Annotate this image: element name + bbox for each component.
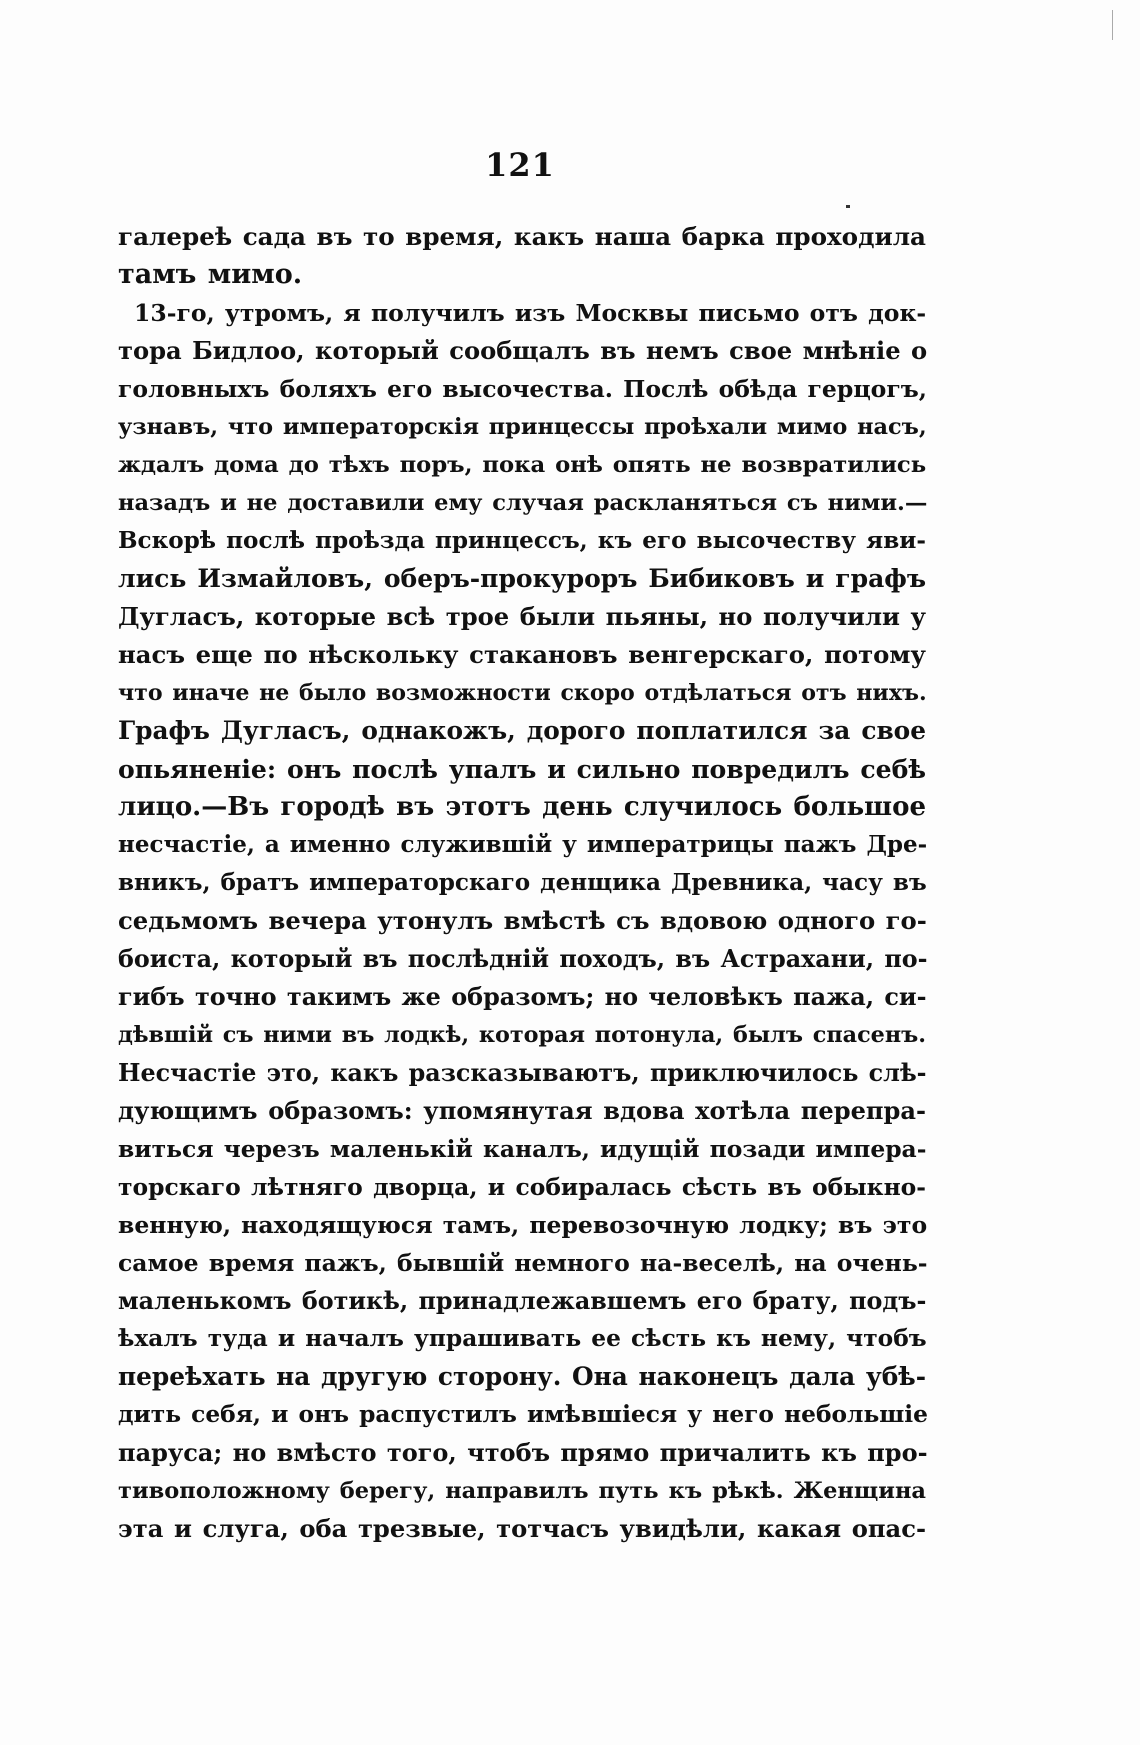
text-line: седьмомъ вечера утонулъ вмѣстѣ съ вдовою одного го-: [118, 906, 927, 935]
text-line: дующимъ образомъ: упомянутая вдова хотѣла перепра-: [118, 1096, 926, 1125]
text-line: ждалъ дома до тѣхъ поръ, пока онѣ опять не возвратились: [118, 452, 927, 478]
text-line: 13-го, утромъ, я получилъ изъ Москвы письмо отъ док-: [134, 299, 927, 327]
text-line: венную, находящуюся тамъ, перевозочную лодку; въ это: [118, 1211, 928, 1239]
text-line: дить себя, и онъ распустилъ имѣвшіеся у него небольшіе: [118, 1401, 928, 1428]
text-line: гибъ точно такимъ же образомъ; но человѣкъ пажа, си-: [118, 983, 927, 1011]
text-line: Дугласъ, которые всѣ трое были пьяны, но получили у: [118, 602, 926, 631]
text-line: узнавъ, что императорскія принцессы проѣхали мимо насъ,: [118, 414, 927, 440]
text-line: что иначе не было возможности скоро отдѣлаться отъ нихъ.: [118, 680, 927, 706]
text-line: лись Измайловъ, оберъ-прокуроръ Бибиковъ и графъ: [118, 564, 926, 593]
text-line: головныхъ боляхъ его высочества. Послѣ обѣда герцогъ,: [118, 375, 927, 403]
text-line: вникъ, братъ императорскаго денщика Древника, часу въ: [118, 869, 927, 896]
scan-edge-mark: [1112, 10, 1113, 40]
text-line: боиста, который въ послѣдній походъ, въ Астрахани, по-: [118, 945, 928, 973]
body-text: [118, 218, 926, 1548]
text-line: тора Бидлоо, который сообщалъ въ немъ свое мнѣніе о: [118, 336, 928, 365]
text-line: галереѣ сада въ то время, какъ наша барка проходила: [118, 222, 926, 251]
text-line: опьяненіе: онъ послѣ упалъ и сильно повредилъ себѣ: [118, 754, 926, 784]
text-line: назадъ и не доставили ему случая раскланяться съ ними.—: [118, 490, 928, 516]
text-line: несчастіе, а именно служившій у императрицы пажъ Дре-: [118, 831, 928, 858]
text-line: торскаго лѣтняго дворца, и собиралась сѣсть въ обыкно-: [118, 1173, 926, 1201]
text-line: Графъ Дугласъ, однакожъ, дорого поплатился за свое: [118, 716, 926, 745]
text-line: насъ еще по нѣскольку стакановъ венгерскаго, потому: [118, 640, 926, 669]
text-line: ѣхалъ туда и началъ упрашивать ее сѣсть къ нему, чтобъ: [118, 1325, 927, 1352]
text-line: самое время пажъ, бывшій немного на-веселѣ, на очень-: [118, 1249, 928, 1277]
text-line: эта и слуга, оба трезвые, тотчасъ увидѣли, какая опас-: [118, 1514, 926, 1543]
text-line: переѣхать на другую сторону. Она наконецъ дала убѣ-: [118, 1362, 926, 1391]
text-line: виться черезъ маленькій каналъ, идущій позади импера-: [118, 1135, 927, 1163]
text-line: тивоположному берегу, направилъ путь къ рѣкѣ. Женщина: [118, 1478, 926, 1504]
text-line: маленькомъ ботикѣ, принадлежавшемъ его брату, подъ-: [118, 1287, 927, 1315]
page-number: 121: [485, 146, 555, 184]
text-line: Несчастіе это, какъ разсказываютъ, приключилось слѣ-: [118, 1059, 927, 1087]
text-line: лицо.—Въ городѣ въ этотъ день случилось большое: [118, 792, 926, 822]
text-line: тамъ мимо.: [118, 259, 303, 290]
text-line: паруса; но вмѣсто того, чтобъ прямо причалить къ про-: [118, 1438, 928, 1467]
ink-speck: [846, 205, 850, 208]
text-line: дѣвшій съ ними въ лодкѣ, которая потонула, былъ спасенъ.: [118, 1022, 927, 1048]
text-line: Вскорѣ послѣ проѣзда принцессъ, къ его высочеству яви-: [118, 527, 926, 554]
